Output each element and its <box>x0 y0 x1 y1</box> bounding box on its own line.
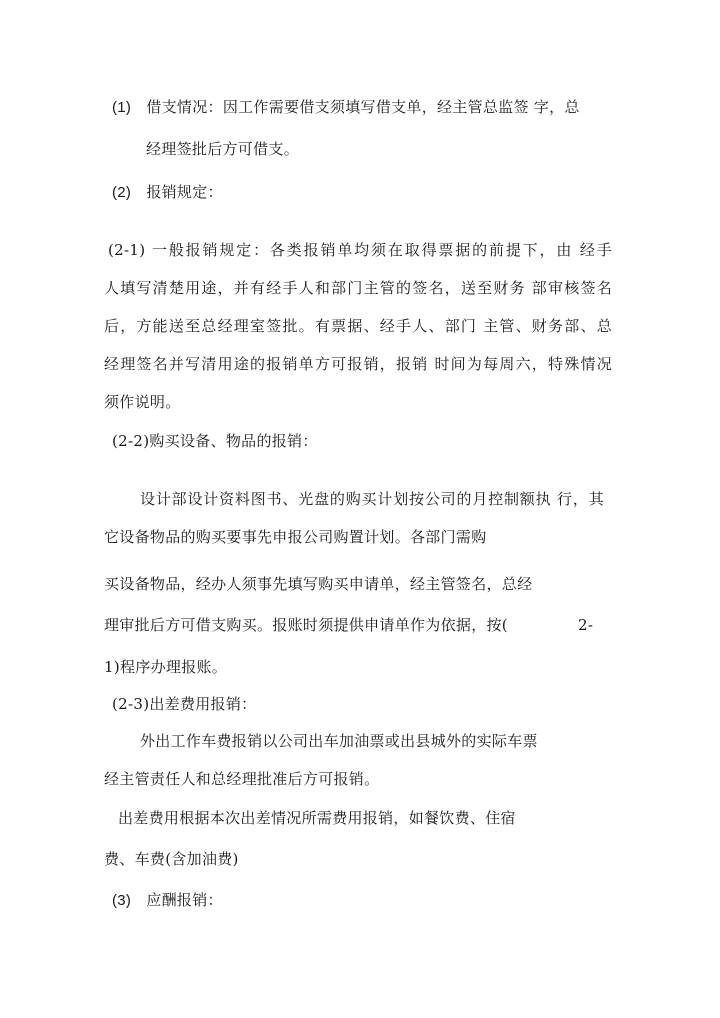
sub-2-2-heading: (2-2)购买设备、物品的报销： <box>112 432 318 450</box>
sub-2-3-line-4: 费、车费(含加油费) <box>104 850 239 868</box>
section-1-line-1 <box>112 97 580 118</box>
sub-2-1-line-3: 后，方能送至总经理室签批。有票据、经手人、部门 主管、财务部、总 <box>104 317 612 335</box>
section-2-number: (2) <box>112 184 132 201</box>
section-1-text: 借支情况：因工作需要借支须填写借支单，经主管总监签 字，总 <box>146 98 580 116</box>
sub-2-2-line-3: 买设备物品，经办人须事先填写购买申请单，经主管签名，总经 <box>104 575 533 593</box>
sub-2-2-line-1: 设计部设计资料图书、光盘的购买计划按公司的月控制额执 行，其 <box>140 490 604 508</box>
section-2-heading-text: 报销规定： <box>146 183 223 201</box>
sub-2-2-line-4 <box>104 615 594 635</box>
section-3-heading-text: 应酬报销： <box>146 891 223 909</box>
sub-2-3-heading: (2-3)出差费用报销： <box>112 695 257 713</box>
sub-2-2-line-5: 1)程序办理报账。 <box>104 658 228 676</box>
sub-2-1-line-5: 须作说明。 <box>104 393 181 411</box>
section-1-number: (1) <box>112 99 132 116</box>
section-3-heading <box>112 890 223 911</box>
section-1-line-2: 经理签批后方可借支。 <box>146 140 300 158</box>
sub-2-2-line-4-text: 理审批后方可借支购买。报账时须提供申请单作为依据，按( <box>104 616 508 634</box>
sub-2-1-line-2: 人填写清楚用途，并有经手人和部门主管的签名，送至财务 部审核签名 <box>104 279 612 297</box>
sub-2-1-line-4: 经理签名并写清用途的报销单方可报销，报销 时间为每周六，特殊情况 <box>104 355 612 373</box>
sub-2-3-line-2: 经主管责任人和总经理批准后方可报销。 <box>104 770 380 788</box>
sub-2-2-line-4-ref: 2- <box>578 616 594 634</box>
sub-2-3-line-3: 出差费用根据本次出差情况所需费用报销，如餐饮费、住宿 <box>118 809 516 827</box>
sub-2-2-line-2: 它设备物品的购买要事先申报公司购置计划。各部门需购 <box>104 528 487 546</box>
section-2-heading <box>112 182 223 203</box>
sub-2-3-line-1: 外出工作车费报销以公司出车加油票或出县城外的实际车票 <box>140 732 538 750</box>
section-3-number: (3) <box>112 892 132 909</box>
sub-2-1-line-1: (2-1) 一般报销规定：各类报销单均须在取得票据的前提下，由 经手 <box>108 241 612 259</box>
